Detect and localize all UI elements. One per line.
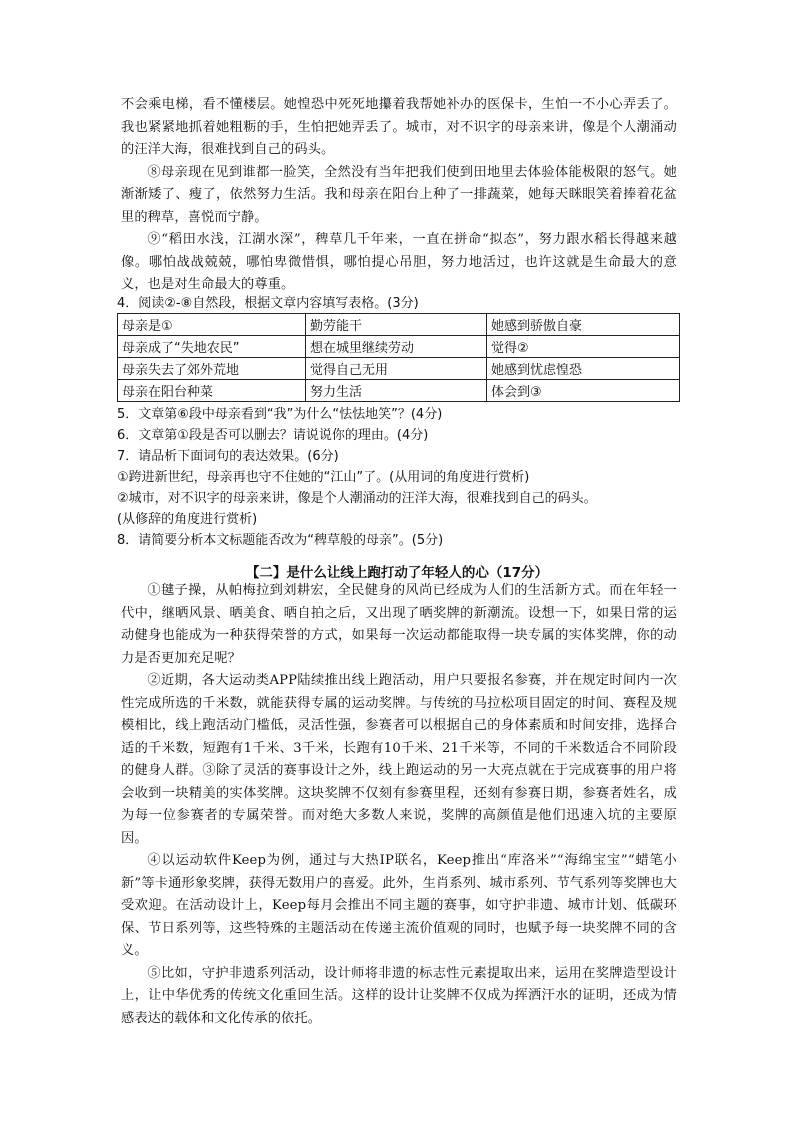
passage2-paragraphs bbox=[121, 580, 677, 1030]
question-4-text: 4．阅读②-⑧自然段，根据文章内容填写表格。(3分) bbox=[117, 296, 419, 311]
table-cell: 觉得自己无用 bbox=[306, 358, 487, 380]
table-cell: 想在城里继续劳动 bbox=[306, 336, 487, 358]
table-row bbox=[118, 336, 680, 358]
table-cell: 觉得② bbox=[487, 336, 680, 358]
table-cell: 母亲是① bbox=[118, 314, 306, 336]
table-cell: 勤劳能干 bbox=[306, 314, 487, 336]
passage2-paragraph-2: ②近期，各大运动类APP陆续推出线上跑活动，用户只要报名参赛，并在规定时间内一次性完成所选的千米数，就能获得专属的运动奖牌。与传统的马拉松项目固定的时间、赛程及规模相比，线上跑活动门槛低，灵活性强，参赛者可以根据自己的身体素质和时间安排，选择合适的千米数，短跑有1千米、3千米，长跑有10千米、21千米等，不同的千米数适合不同阶段的健身人群。③除了灵活的赛事设计之外，线上跑运动的另一大亮点就在于完成赛事的用户将会收到一块精美的实体奖牌。这块奖牌不仅刻有参赛里程，还刻有参赛日期，参赛者姓名，成为每一位参赛者的专属荣誉。而对绝大多数人来说，奖牌的高颜值是他们迅速入坑的主要原因。 bbox=[121, 673, 677, 846]
table-cell: 母亲成了“失地农民” bbox=[118, 336, 306, 358]
table-cell: 她感到忧虑惶恐 bbox=[487, 358, 680, 380]
table-cell: 她感到骄傲自豪 bbox=[487, 314, 680, 336]
passage1-paragraph-9: ⑨“稻田水浅，江湖水深”，稗草几千年来，一直在拼命“拟态”，努力跟水稻长得越来越像。哪怕战战兢兢，哪怕卑微惜惧，哪怕提心吊胆，努力地活过，也许这就是生命最大的意义，也是对生命最大的尊重。 bbox=[121, 232, 677, 292]
section-2-title: 【二】是什么让线上跑打动了年轻人的心（17分） bbox=[245, 565, 549, 581]
table-cell: 母亲失去了郊外荒地 bbox=[118, 358, 306, 380]
question-4 bbox=[117, 293, 673, 314]
passage2-paragraph-1: ①毽子操，从帕梅拉到刘耕宏，全民健身的风尚已经成为人们的生活新方式。而在年轻一代中，继晒风景、晒美食、晒自拍之后，又出现了晒奖牌的新潮流。设想一下，如果日常的运动健身也能成为一种获得荣誉的方式，如果每一次运动都能取得一块专属的实体奖牌，你的动力是否更加充足呢？ bbox=[121, 583, 677, 666]
passage1-paragraph-8: ⑧母亲现在见到谁都一脸笑，全然没有当年把我们使到田地里去体验体能极限的怒气。她渐渐矮了、瘦了，依然努力生活。我和母亲在阳台上种了一排蔬菜，她每天眯眼笑着捧着花盆里的稗草，喜悦而宁静。 bbox=[121, 164, 677, 225]
passage1-continued-paragraph: 不会乘电梯，看不懂楼层。她惶恐中死死地攥着我帮她补办的医保卡，生怕一不小心弄丢了。我也紧紧地抓着她粗粝的手，生怕把她弄丢了。城市，对不识字的母亲来讲，像是个人潮涌动的汪洋大海，很难找到自己的码头。 bbox=[121, 97, 677, 157]
table-cell: 努力生活 bbox=[306, 380, 487, 402]
questions-5-8 bbox=[117, 404, 687, 551]
passage2-paragraph-5: ⑤比如，守护非遗系列活动，设计师将非遗的标志性元素提取出来，运用在奖牌造型设计上，让中华优秀的传统文化重回生活。这样的设计让奖牌不仅成为挥洒汗水的证明，还成为情感表达的载体和文化传承的依托。 bbox=[121, 965, 677, 1026]
table-row bbox=[118, 358, 680, 380]
table-cell: 体会到③ bbox=[487, 380, 680, 402]
question-7b-note: (从修辞的角度进行赏析) bbox=[117, 512, 258, 527]
question-7a: ①跨进新世纪，母亲再也守不住她的“江山”了。(从用词的角度进行赏析) bbox=[117, 470, 530, 485]
passage1-paragraphs bbox=[121, 94, 677, 297]
table-row bbox=[118, 380, 680, 402]
table-row bbox=[118, 314, 680, 336]
passage2-paragraph-4: ④以运动软件Keep为例，通过与大热IP联名，Keep推出“库洛米”“海绵宝宝”“蜡笔小新”等卡通形象奖牌，获得无数用户的喜爱。此外，生肖系列、城市系列、节气系列等奖牌也大受欢迎。在活动设计上，Keep每月会推出不同主题的赛事，如守护非遗、城市计划、低碳环保、节日系列等，这些特殊的主题活动在传递主流价值观的同时，也赋予每一块奖牌不同的含义。 bbox=[121, 853, 677, 958]
question-6: 6．文章第①段是否可以删去？请说说你的理由。(4分) bbox=[117, 428, 429, 443]
table-cell: 母亲在阳台种菜 bbox=[118, 380, 306, 402]
question-5: 5．文章第⑥段中母亲看到“我”为什么“怯怯地笑”？(4分) bbox=[117, 407, 443, 422]
question-8: 8．请简要分析本文标题能否改为“稗草般的母亲”。(5分) bbox=[117, 533, 444, 548]
question-7b: ②城市，对不识字的母亲来讲，像是个人潮涌动的汪洋大海，很难找到自己的码头。 bbox=[117, 491, 597, 506]
question-7: 7．请品析下面词句的表达效果。(6分) bbox=[117, 449, 339, 464]
answer-table bbox=[117, 313, 680, 402]
